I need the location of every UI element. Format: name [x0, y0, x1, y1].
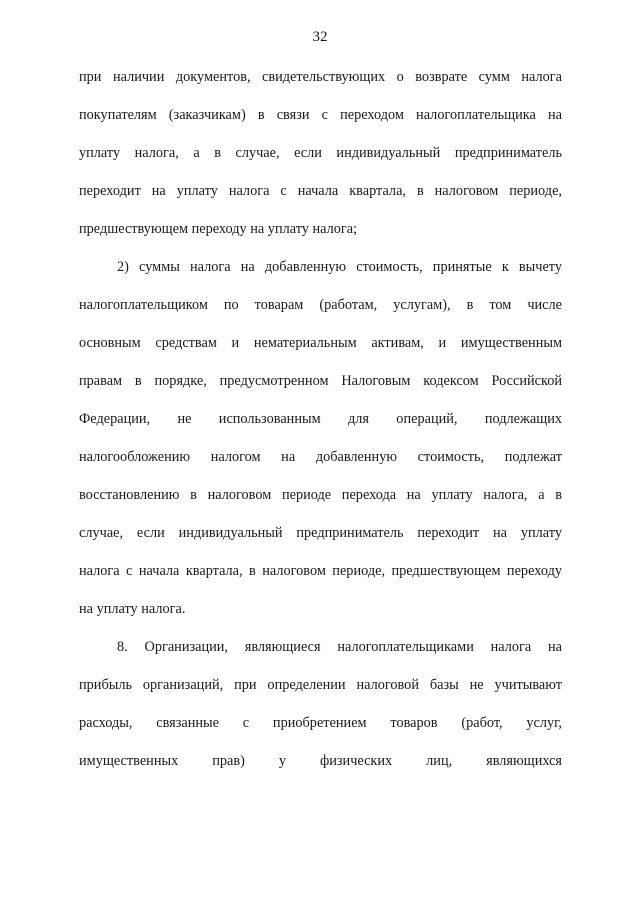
text-line: переходит на уплату налога с начала квартала, в налоговом периоде, — [79, 183, 562, 199]
text-line: предшествующем переходу на уплату налога; — [79, 221, 358, 237]
text-line: основным средствам и нематериальным активам, и имущественным — [79, 335, 562, 351]
text-line: налогоплательщиком по товарам (работам, услугам), в том числе — [79, 297, 562, 313]
text-line: прибыль организаций, при определении налоговой базы не учитывают — [79, 677, 562, 693]
text-line: случае, если индивидуальный предприниматель переходит на уплату — [79, 525, 562, 541]
text-line: восстановлению в налоговом периоде перехода на уплату налога, а в — [79, 487, 562, 503]
text-line: 8. Организации, являющиеся налогоплательщиками налога на — [117, 639, 562, 655]
text-line: 2) суммы налога на добавленную стоимость, принятые к вычету — [117, 259, 562, 275]
page-number: 32 — [312, 29, 328, 45]
text-line: уплату налога, а в случае, если индивидуальный предприниматель — [79, 145, 562, 161]
text-line: правам в порядке, предусмотренном Налоговым кодексом Российской — [79, 373, 562, 389]
text-line: при наличии документов, свидетельствующих о возврате сумм налога — [79, 69, 562, 85]
text-line: Федерации, не использованным для операций, подлежащих — [79, 411, 562, 427]
text-line: имущественных прав) у физических лиц, являющихся — [79, 753, 562, 769]
text-line: покупателям (заказчикам) в связи с переходом налогоплательщика на — [79, 107, 562, 123]
text-line: расходы, связанные с приобретением товаров (работ, услуг, — [79, 715, 562, 731]
text-line: на уплату налога. — [79, 601, 186, 617]
text-line: налога с начала квартала, в налоговом периоде, предшествующем переходу — [79, 563, 562, 579]
text-line: налогообложению налогом на добавленную стоимость, подлежат — [79, 449, 562, 465]
